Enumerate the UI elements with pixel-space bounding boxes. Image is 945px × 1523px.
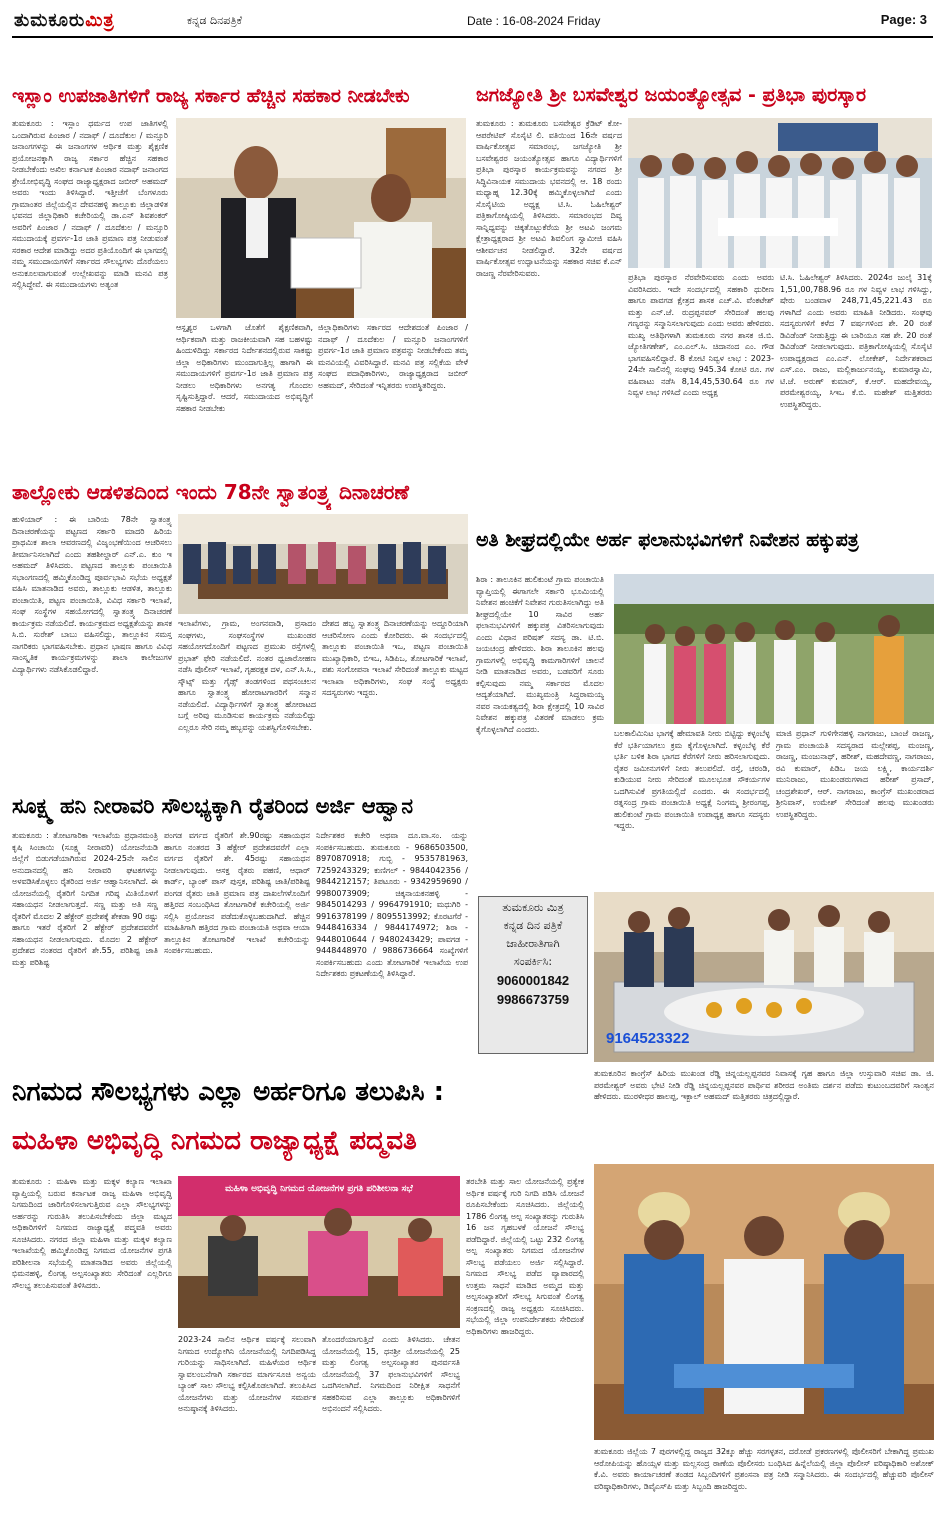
headline-padmavathi: ಮಹಿಳಾ ಅಭಿವೃದ್ಧಿ ನಿಗಮದ ರಾಜ್ಯಾಧ್ಯಕ್ಷೆ ಪದ್ಮವತಿ [12,1126,417,1156]
masthead [12,6,933,38]
photo-phone-number: 9164523322 [606,1030,690,1047]
ad-line4: ಸಂಪರ್ಕಿಸಿ: [513,955,553,968]
article4-col3: ಮಾಜಿ ಪ್ರಧಾನ್ ಗುಳಿಗೇನಹಳ್ಳಿ ನಾಗರಾಜು, ಬಾಂಜೆ ರಾಜಣ್ಣ, ಗ್ರಾಮ ಪಂಚಾಯತಿ ಸದಸ್ಯರಾದ ಮಲ್ಲೇಶಪ್ಪ, ಮಂಜಣ್ಣ, ರಾಜಣ್ಣ, ಮಂಜುನಾಥ್, ಹರೀಶ್, ಮಹದೇವಣ್ಣ, ನಾಗರಾಜು, ರವಿ ಕುಮಾರ್, ಪಿಡಿಒ ಜಯ ಲಕ್ಷ್ಮಿ, ಕಾರ್ಯದರ್ಶಿ ಮುನಿರಾಜು, ಮುಖಂಡರುಗಳಾದ ಹರೀಶ್ ಪ್ರಸಾದ್, ಚಂದ್ರಶೇಖರ್, ಆರ್. ನಾಗರಾಜು, ಕಾಂಗ್ರೆಸ್ ಮುಖಂಡರಾದ ಶ್ರೀನಿವಾಸ್, ಉಮೇಶ್ ಸೇರಿದಂತೆ ಹಲವು ಮುಖಂಡರು ಉಪಸ್ಥಿತರಿದ್ದರು. [776,729,934,819]
article3-col3: ದೇಶದ ಹಬ್ಬ ಸ್ವಾತಂತ್ರ್ಯ ದಿನಾಚರಣೆಯನ್ನು ಅದ್ದೂರಿಯಾಗಿ ಆಚರಿಸೋಣ ಎಂದು ಕೋರಿದರು. ಈ ಸಂದರ್ಭದಲ್ಲಿ ತಾಲ್ಲೂಕು ಪಂಚಾಯಿತಿ ಇಒ, ಪಟ್ಟಣ ಪಂಚಾಯಿತಿ ಮುಖ್ಯಾಧಿಕಾರಿ, ಬಿಇಒ, ಸಿಡಿಪಿಒ, ತೋಟಗಾರಿಕೆ ಇಲಾಖೆ, ಪಶು ಸಂಗೋಪನಾ ಇಲಾಖೆ ಸೇರಿದಂತೆ ತಾಲ್ಲೂಕು ಮಟ್ಟದ ಇಲಾಖಾ ಅಧಿಕಾರಿಗಳು, ಸಂಘ ಸಂಸ್ಥೆ ಅಧ್ಯಕ್ಷರು ಸದಸ್ಯರುಗಳು ಇದ್ದರು. [322,619,468,697]
ad-line1: ತುಮಕೂರು ಮಿತ್ರ [502,901,564,914]
article6-col1: ತುಮಕೂರು : ಮಹಿಳಾ ಮತ್ತು ಮಕ್ಕಳ ಕಲ್ಯಾಣ ಇಲಾಖಾ ವ್ಯಾಪ್ತಿಯಲ್ಲಿ ಬರುವ ಕರ್ನಾಟಕ ರಾಜ್ಯ ಮಹಿಳಾ ಅಭಿವೃದ್ಧಿ ನಿಗಮದಿಂದ ಜಾರಿಗೊಳಿಸಲಾಗುತ್ತಿರುವ ಎಲ್ಲಾ ಸೌಲಭ್ಯಗಳನ್ನು ಅರ್ಹರನ್ನು ಗುರುತಿಸಿ ತಲುಪಿಸಬೇಕೆಂದು ಜಿಲ್ಲಾ ಮಟ್ಟದ ಅಧಿಕಾರಿಗಳಿಗೆ ನಿಗಮದ ರಾಜ್ಯಾಧ್ಯಕ್ಷೆ ಪದ್ಮವತಿ ಅವರು ಸೂಚಿಸಿದರು. ನಗರದ ಜಿಲ್ಲಾ ಮಹಿಳಾ ಮತ್ತು ಮಕ್ಕಳ ಕಲ್ಯಾಣ ಇಲಾಖೆಯಲ್ಲಿ ಹಮ್ಮಿಕೊಂಡಿದ್ದ ನಿಗಮದ ಯೋಜನೆಗಳ ಪ್ರಗತಿ ಪರಿಶೀಲನಾ ಸಭೆಯಲ್ಲಿ ಮಾತನಾಡಿದ ಅವರು ಜಿಲ್ಲೆಯಲ್ಲಿ ಭಿಮನಹಳ್ಳಿ, ಲಿಂಗತ್ವ ಅಲ್ಪಸಂಖ್ಯಾತರು ಸೇರಿದಂತೆ ಎಲ್ಲರಿಗೂ ಸೌಲಭ್ಯ ತಲುಪಿಸುವಂತೆ ತಿಳಿಸಿದರು. [12,1177,172,1290]
article1-col1: ತುಮಕೂರು : ಇಸ್ಲಾಂ ಧರ್ಮದ ಉಪ ಜಾತಿಗಳಲ್ಲಿ ಒಂದಾಗಿರುವ ಪಿಂಜಾರ / ನದಾಫ್ / ದೂದೆಕುಲ / ಮನ್ಸೂರಿ ಜನಾಂಗಗಳನ್ನು ಈ ಜನಾಂಗಗಳ ಆರ್ಥಿಕ ಮತ್ತು ಶೈಕ್ಷಣಿಕ ಪ್ರಯೋಜನಕ್ಕಾಗಿ ರಾಜ್ಯ ಸರ್ಕಾರ ಹೆಚ್ಚಿನ ಸಹಕಾರ ನೀಡಬೇಕೆಂದು ಅಖಿಲ ಕರ್ನಾಟಕ ಪಿಂಜಾರ ನದಾಫ್ ಜನಾಂಗದ ಶ್ರೇಯೋಭಿವೃದ್ಧಿ ಸಂಘದ ರಾಜ್ಯಾಧ್ಯಕ್ಷರಾದ ಜಬೀರ್ ಅಹಮದ್ ಅವರು ಇಂದು ತಿಳಿಸಿದ್ದಾರೆ. ಇತ್ತೀಚೆಗೆ ಬೆಂಗಳೂರು ಗ್ರಾಮಾಂತರ ಜಿಲ್ಲೆಯಲ್ಲಿನ ದೇವನಹಳ್ಳಿ ತಾಲ್ಲೂಕು ಜಿಲ್ಲಾಡಳಿತ ಭವನದ ಜಿಲ್ಲಾಧಿಕಾರಿ ಕಚೇರಿಯಲ್ಲಿ ಡಾ.ಎನ್ ಶಿವಶಂಕರ್ ಅವರಿಗೆ ಪಿಂಜಾರ / ನದಾಫ್ / ದೂದೆಕುಲ / ಮನ್ಸೂರಿ ಸಮುದಾಯಕ್ಕೆ ಪ್ರವರ್ಗ-1ರ ಜಾತಿ ಪ್ರಮಾಣ ಪತ್ರ ನೀಡುವಂತೆ ಸರಕಾರ ಆದೇಶ ಮಾಡಿದ್ದು ಅದರ ಪ್ರತಿಯೊಂದಿಗೆ ಈ ಭಾಗದಲ್ಲಿ ನಮ್ಮ ಸಮುದಾಯಗಳಿಗೆ ಸರ್ಕಾರದ ಸೌಲಭ್ಯಗಳು ದೊರೆಯಲು ಅನುಕೂಲವಾಗುವಂತೆ ಉಲ್ಲೇಖವನ್ನು ಮಾಡಿ ಮನವಿ ಪತ್ರ ಸಲ್ಲಿಸಿದ್ದೇವೆ. ಈ ಸಮುದಾಯಗಳು ಅತ್ಯಂತ [12,119,168,289]
article3-photo [178,514,468,614]
ad-phone2: 9986673759 [496,992,570,1007]
article2-col1: ತುಮಕೂರು : ತುಮಕೂರು ಬಸವೇಶ್ವರ ಕ್ರೆಡಿಟ್ ಕೋ-ಆಪರೇಟಿವ್ ಸೊಸೈಟಿ ಲಿ. ವತಿಯಿಂದ 16ನೇ ವರ್ಷದ ವಾರ್ಷಿಕೋತ್ಸವ ಸಮಾರಂಭ, ಜಗಜ್ಯೋತಿ ಶ್ರೀ ಬಸವೇಶ್ವರರ ಜಯಂತ್ಯೋತ್ಸವ ಹಾಗೂ ವಿದ್ಯಾರ್ಥಿಗಳಿಗೆ ಪ್ರತಿಭಾ ಪುರಸ್ಕಾರ ಕಾರ್ಯಕ್ರಮವನ್ನು ನಗರದ ಶ್ರೀ ಸಿದ್ಧಿವಿನಾಯಕ ಸಮುದಾಯ ಭವನದಲ್ಲಿ ಆ. 18 ರಂದು ಮಧ್ಯಾಹ್ನ 12.30ಕ್ಕೆ ಹಮ್ಮಿಕೊಳ್ಳಲಾಗಿದೆ ಎಂದು ಸೊಸೈಟಿಯ ಅಧ್ಯಕ್ಷ ಟಿ.ಸಿ. ಓಹಿಲೇಶ್ವರ್ ಪತ್ರಿಕಾಗೋಷ್ಠಿಯಲ್ಲಿ ತಿಳಿಸಿದರು. ಸಮಾರಂಭದ ದಿವ್ಯ ಸಾನ್ನಿಧ್ಯವನ್ನು ಚಿಕ್ಕತೊಟ್ಲುಕೆರೆಯ ಶ್ರೀ ಅಟವಿ ಜಂಗಮ ಕ್ಷೇತ್ರಾಧ್ಯಕ್ಷರಾದ ಶ್ರೀ ಅಟವಿ ಶಿವಲಿಂಗ ಸ್ವಾಮೀಜಿ ವಹಿಸಿ ಆಶೀರ್ವಚನ ನೀಡಲಿದ್ದಾರೆ. 32ನೇ ವರ್ಷದ ವಾರ್ಷಿಕೋತ್ಸವ ಉದ್ಘಾಟನೆಯನ್ನು ಸಹಕಾರ ಸಚಿವ ಕೆ.ಎನ್ ರಾಜಣ್ಣ ನೆರವೇರಿಸುವರು. [476,119,622,278]
issue-date: Date : 16-08-2024 Friday [467,14,601,28]
meeting-banner-text: ಮಹಿಳಾ ಅಭಿವೃದ್ಧಿ ನಿಗಮದ ಯೋಜನೆಗಳ ಪ್ರಗತಿ ಪರಿಶೀಲನಾ ಸಭೆ [225,1184,413,1194]
article6-col3: ತರಬೇತಿ ಮತ್ತು ಸಾಲ ಯೋಜನೆಯಲ್ಲಿ ಪ್ರತ್ಯೇಕ ಅರ್ಥಿಕ ವರ್ಷಕ್ಕೆ ಗುರಿ ನಿಗದಿ ಪಡಿಸಿ ಯೋಜನೆ ರೂಪಿಸಬೇಕೆಂದು ಸೂಚಿಸಿದರು. ಜಿಲ್ಲೆಯಲ್ಲಿ 1786 ಲಿಂಗತ್ವ ಅಲ್ಪ ಸಂಖ್ಯಾತರನ್ನು ಗುರುತಿಸಿ 16 ಜನ ಗೃಹಬಳಕೆ ಯೋಜನೆ ಸೌಲಭ್ಯ ಪಡೆದಿದ್ದಾರೆ. ಜಿಲ್ಲೆಯಲ್ಲಿ ಒಟ್ಟು 232 ಲಿಂಗತ್ವ ಅಲ್ಪ ಸಂಖ್ಯಾತರು ನಿಗಮದ ಯೋಜನೆಗಳ ಸೌಲಭ್ಯ ಪಡೆಯಲು ಅರ್ಜಿ ಸಲ್ಲಿಸಿದ್ದಾರೆ. ನಿಗಮದ ಸೌಲಭ್ಯ ಪಡೆದ ವ್ಯಾಪಾರದಲ್ಲಿ ಉತ್ತಮ ಸಾಧನೆ ಮಾಡಿದ ಅಮ್ಮದ ಮತ್ತು ಅಲ್ಪಸಂಖ್ಯಾತರಿಗೆ ಸೌಲಭ್ಯ ಸಿಗುವಂತೆ ಲಿಂಗತ್ವ ಸಂಕ್ರಣದಲ್ಲಿ ರಾಜ್ಯ ಅಧ್ಯಕ್ಷರು ಸೂಚಿಸಿದರು. ಸಭೆಯಲ್ಲಿ ಜಿಲ್ಲಾ ಉಪನಿರ್ದೇಶಕರು ಸೇರಿದಂತೆ ಅಧಿಕಾರಿಗಳು ಹಾಜರಿದ್ದರು. [466,1177,584,1336]
article8-photo [594,1164,934,1440]
headline-basaveshwara-jayanti: ಜಗಜ್ಯೋತಿ ಶ್ರೀ ಬಸವೇಶ್ವರ ಜಯಂತ್ಯೋತ್ಸವ - ಪ್ರತಿಭಾ ಪುರಸ್ಕಾರ [476,84,867,106]
headline-independence-day: ತಾಲ್ಲೋಕು ಆಡಳಿತದಿಂದ ಇಂದು 78ನೇ ಸ್ವಾತಂತ್ರ್ಯ ದಿನಾಚರಣೆ [12,480,409,504]
article8-caption: ತುಮಕೂರು ಜಿಲ್ಲೆಯ 7 ಪುರಗಳಲ್ಲಿದ್ದ ರಾಜ್ಯದ 32ಕ್ಕೂ ಹೆಚ್ಚು ಸರಗಳ್ಳತನ, ದರೋಡೆ ಪ್ರಕರಣಗಳಲ್ಲಿ ಪೊಲೀಸರಿಗೆ ಬೇಕಾಗಿದ್ದ ಪ್ರಮುಖ ಆರೋಪಿಯನ್ನು ಹೊಯ್ಸಳ ಮತ್ತು ಮಲ್ಲಸಂದ್ರ ಠಾಣೆಯ ಪೊಲೀಸರು ಬಂಧಿಸಿದ ಹಿನ್ನೆಲೆಯಲ್ಲಿ ಜಿಲ್ಲಾ ಪೊಲೀಸ್ ವರಿಷ್ಠಾಧಿಕಾರಿ ಅಶೋಕ್ ಕೆ.ವಿ. ಅವರು ಕಾರ್ಯಾಚರಣೆ ತಂಡದ ಸಿಬ್ಬಂದಿಗಳಿಗೆ ಪ್ರಶಂಸನಾ ಪತ್ರ ನೀಡಿ ಸನ್ಮಾನಿಸಿದರು. ಈ ಸಂದರ್ಭದಲ್ಲಿ ಹೆಚ್ಚುವರಿ ಪೊಲೀಸ್ ವರಿಷ್ಠಾಧಿಕಾರಿಗಳು, ಡಿವೈಎಸ್‌ಪಿ ಮತ್ತು ಸಿಬ್ಬಂದಿ ಹಾಜರಿದ್ದರು. [594,1447,934,1491]
headline-islam-subcastes: ಇಸ್ಲಾಂ ಉಪಜಾತಿಗಳಿಗೆ ರಾಜ್ಯ ಸರ್ಕಾರ ಹೆಚ್ಚಿನ ಸಹಕಾರ ನೀಡಬೇಕು [12,85,410,107]
article7-caption: ತುಮಕೂರಿನ ಕಾಂಗ್ರೆಸ್ ಹಿರಿಯ ಮುಖಂಡ ರೆಡ್ಡಿ ಚಿನ್ನಯಲ್ಲಪ್ಪನವರ ನಿವಾಸಕ್ಕೆ ಗೃಹ ಹಾಗೂ ಜಿಲ್ಲಾ ಉಸ್ತುವಾರಿ ಸಚಿವ ಡಾ. ಜಿ. ಪರಮೇಶ್ವರ್ ಅವರು ಭೇಟಿ ನೀಡಿ ರೆಡ್ಡಿ ಚಿನ್ನಯಲ್ಲಪ್ಪನವರ ಪಾರ್ಥಿವ ಶರೀರದ ಅಂತಿಮ ದರ್ಶನ ಪಡೆದು ಕುಟುಂಬದವರಿಗೆ ಸಾಂತ್ವನ ಹೇಳಿದರು. ಮುರಳೀಧರ ಹಾಲಪ್ಪ, ಇಕ್ಬಾಲ್ ಅಹಮದ್ ಮತ್ತಿತರರು ಚಿತ್ರದಲ್ಲಿದ್ದಾರೆ. [594,1069,934,1101]
headline-site-rights: ಅತಿ ಶೀಘ್ರದಲ್ಲಿಯೇ ಅರ್ಹ ಫಲಾನುಭವಿಗಳಿಗೆ ನಿವೇಶನ ಹಕ್ಕುಪತ್ರ [476,529,859,551]
headline-corporation-benefits: ನಿಗಮದ ಸೌಲಭ್ಯಗಳು ಎಲ್ಲಾ ಅರ್ಹರಿಗೂ ತಲುಪಿಸಿ : [12,1077,445,1107]
headline-drip-irrigation: ಸೂಕ್ಷ್ಮ ಹನಿ ನೀರಾವರಿ ಸೌಲಭ್ಯಕ್ಕಾಗಿ ರೈತರಿಂದ ಅರ್ಜಿ ಆಹ್ವಾನ [12,794,414,818]
article6-col2a: 2023-24 ಸಾಲಿನ ಆರ್ಥಿಕ ವರ್ಷಕ್ಕೆ ಸಲುವಾಗಿ ನಿಗಮದ ಉದ್ಯೋಗಿನಿ ಯೋಜನೆಯಲ್ಲಿ ನಿಗದಿಪಡಿಸಿದ್ದ ಗುರಿಯನ್ನು ಸಾಧಿಸಲಾಗಿದೆ. ಮಹಿಳೆಯರ ಆರ್ಥಿಕ ಸ್ವಾವಲಂಬನೆಗಾಗಿ ಸರ್ಕಾರದ ಮಾರ್ಗಸೂಚಿ ಅನ್ವಯ ಬ್ಯಾಂಕ್ ಸಾಲ ಸೌಲಭ್ಯ ಕಲ್ಪಿಸಿಕೊಡಲಾಗಿದೆ. ತಲುಪಿಸಿದ ಯೋಜನೆಗಳು ಮತ್ತು ಯೋಜನೆಗಳ ಸಮರ್ಪಕ ಅನುಷ್ಠಾನಕ್ಕೆ ತಿಳಿಸಿದರು. [178,1335,316,1413]
article4-photo [614,574,934,724]
article5-col3: ನಿರ್ದೇಶಕರ ಕಚೇರಿ ಅಥವಾ ದೂ.ವಾ.ಸಂ. ಯನ್ನು ಸಂಪರ್ಕಿಸಬಹುದು. ತುಮಕೂರು - 9686503500, 8970870918; ಗುಬ್ಬಿ - 9535781963, 7259243329; ಕುಣಿಗಲ್ - 9844042356 / 9844212157; ತಿಪಟೂರು - 9342959690 / 9980073909; ಚಿಕ್ಕನಾಯಕನಹಳ್ಳಿ - 9845014293 / 9964791910; ಮಧುಗಿರಿ - 9916378199 / 8095513992; ಕೊರಟಗೆರೆ - 9448416334 / 9844174972; ಶಿರಾ - 9448010644 / 9480243429; ಪಾವಗಡ - 9448448970 / 9886736664 ಸಂಖ್ಯೆಗಳಿಗೆ ಸಂಪರ್ಕಿಸಬಹುದು ಎಂದು ತೋಟಗಾರಿಕೆ ಇಲಾಖೆಯ ಉಪ ನಿರ್ದೇಶಕರು ಪ್ರಕಟಣೆಯಲ್ಲಿ ತಿಳಿಸಿದ್ದಾರೆ. [316,831,468,978]
brand-tumakuru: ತುಮಕೂರು [14,10,86,31]
page-number: Page: 3 [880,12,927,27]
article1-col2: ಆಸ್ಪೃಶ್ಯರ ಒಳಗಾಗಿ ಜೊತೆಗೆ ಶೈಕ್ಷಣಿಕವಾಗಿ, ಆರ್ಥಿಕವಾಗಿ ಮತ್ತು ರಾಜಕೀಯವಾಗಿ ಸಹ ಬಹಳಷ್ಟು ಹಿಂದುಳಿದಿದ್ದು ಸರ್ಕಾರದ ನಿರ್ದೇಶನದಲ್ಲಿರುವ ಸಾಕಷ್ಟು ಜಿಲ್ಲಾ ಅಧಿಕಾರಿಗಳು ಮುಂದಾಗುತ್ತಿಲ್ಲ ಹಾಗಾಗಿ ಈ ಸಮುದಾಯಗಳಿಗೆ ಪ್ರವರ್ಗ-1ರ ಜಾತಿ ಪ್ರಮಾಣ ಪತ್ರ ನೀಡಲು ಅಧಿಕಾರಿಗಳು ಅನಗತ್ಯ ಗೊಂದಲ ಸೃಷ್ಟಿಸುತ್ತಿದ್ದಾರೆ. ಆದರೆ, ಸಮುದಾಯದ ಅಭಿವೃದ್ಧಿಗೆ ಸಹಕಾರ ನೀಡಬೇಕು [176,323,313,413]
ad-line3: ಜಾಹೀರಾತಿಗಾಗಿ [506,937,560,950]
article4-col2: ಬಲಕಾಲಿಮಿನಿಟ ಭಾಗಕ್ಕೆ ಹೇಮಾವತಿ ನೀರು ಬಿಟ್ಟಿದ್ದು ಕಳ್ಳಂಬೆಳ್ಳ ಕೆರೆ ಭರ್ತಿಯಾಗಲು ಕ್ರಮ ಕೈಗೊಳ್ಳಲಾಗಿದೆ. ಕಳ್ಳಂಬೆಳ್ಳ ಕೆರೆ ಭರ್ತಿ ಬಳಿಕ ಶಿರಾ ಭಾಗದ ಕೆರೆಗಳಿಗೆ ನೀರು ಹರಿಸಲಾಗುವುದು. ರೈತರ ಜಮೀನುಗಳಿಗೆ ನೀರು ತಲುಪಲಿದೆ. ರಸ್ತೆ, ಚರಂಡಿ, ಕುಡಿಯುವ ನೀರು ಸೇರಿದಂತೆ ಮೂಲಭೂತ ಸೌಕರ್ಯಗಳ ಒದಗಿಸುವಿಕೆ ಪ್ರಗತಿಯಲ್ಲಿದೆ ಎಂದರು. ಈ ಸಂದರ್ಭದಲ್ಲಿ ರತ್ನಸಂದ್ರ ಗ್ರಾಮ ಪಂಚಾಯಿತಿ ಅಧ್ಯಕ್ಷೆ ನಿಂಗಮ್ಮ ಶ್ರೀರಂಗಪ್ಪ, ಹುಲಿಕುಂಟೆ ಗ್ರಾಮ ಪಂಚಾಯಿತಿ ಉಪಾಧ್ಯಕ್ಷ ಹಾಗೂ ಸದಸ್ಯರು ಇದ್ದರು. [614,729,770,830]
article5-col1: ತುಮಕೂರು : ತೋಟಗಾರಿಕಾ ಇಲಾಖೆಯ ಪ್ರಧಾನಮಂತ್ರಿ ಕೃಷಿ ಸಿಂಚಾಯಿ (ಸೂಕ್ಷ್ಮ ನೀರಾವರಿ) ಯೋಜನೆಯಡಿ ಜಿಲ್ಲೆಗೆ ಬಿಡುಗಡೆಯಾಗಿರುವ 2024-25ನೇ ಸಾಲಿನ ಅನುದಾನದಲ್ಲಿ ಹನಿ ನೀರಾವರಿ ಘಟಕಗಳನ್ನು ಅಳವಡಿಸಿಕೊಳ್ಳಲು ರೈತರಿಂದ ಅರ್ಜಿ ಆಹ್ವಾನಿಸಲಾಗಿದೆ. ಈ ಯೋಜನೆಯಲ್ಲಿ ರೈತರಿಗೆ ನಿಗದಿತ ಗರಿಷ್ಠ ಮಿತಿಯೊಳಗೆ ಸಹಾಯಧನ ನೀಡಲಾಗುತ್ತದೆ. ಸಣ್ಣ ಮತ್ತು ಅತಿ ಸಣ್ಣ ರೈತರಿಗೆ ಮೊದಲ 2 ಹೆಕ್ಟೇರ್ ಪ್ರದೇಶಕ್ಕೆ ಶೇಕಡಾ 90 ರಷ್ಟು ಹಾಗೂ ಇತರೆ ರೈತರಿಗೆ 2 ಹೆಕ್ಟೇರ್ ಪ್ರದೇಶದವರೆಗೆ ಸಹಾಯಧನ ನೀಡಲಾಗುವುದು. ಮೊದಲ 2 ಹೆಕ್ಟೇರ್ ಪ್ರದೇಶದ ನಂತರದ ರೈತರಿಗೆ ಶೇ.55, ಪರಿಶಿಷ್ಟ ಜಾತಿ ಮತ್ತು ಪರಿಶಿಷ್ಟ [12,831,158,967]
ad-line2: ಕನ್ನಡ ದಿನ ಪತ್ರಿಕೆ [503,919,563,932]
article1-photo [176,118,466,318]
article2-col2: ಪ್ರತಿಭಾ ಪುರಸ್ಕಾರ ನೆರವೇರಿಸುವರು ಎಂದು ಅವರು ವಿವರಿಸಿದರು. ಇದೇ ಸಂದರ್ಭದಲ್ಲಿ ಸಹಕಾರಿ ಧುರೀಣ ಹಾಗೂ ಪಾವಗಡ ಕ್ಷೇತ್ರದ ಶಾಸಕ ಎಚ್.ವಿ. ವೆಂಕಟೇಶ್ ಮತ್ತು ಎನ್.ಜೆ. ರುದ್ರಪ್ಪನವರ್ ಸೇರಿದಂತೆ ಹಲವು ಗಣ್ಯರನ್ನು ಸನ್ಮಾನಿಸಲಾಗುವುದು ಎಂದು ಅವರು ಹೇಳಿದರು. ಮುಖ್ಯ ಅತಿಥಿಗಳಾಗಿ ತುಮಕೂರು ನಗರ ಶಾಸಕ ಜಿ.ಬಿ. ಜ್ಯೋತಿಗಣೇಶ್, ಎಂ.ಎಲ್.ಸಿ. ಚಿದಾನಂದ ಎಂ. ಗೌಡ ಭಾಗವಹಿಸಲಿದ್ದಾರೆ. 8 ಕೋಟಿ ನಿವ್ವಳ ಲಾಭ : 2023-24ನೇ ಸಾಲಿನಲ್ಲಿ ಸಂಘವು 945.34 ಕೋಟಿ ರೂ. ಗಳ ವಹಿವಾಟು ನಡೆಸಿ 8,14,45,530.64 ರೂ ಗಳ ನಿವ್ವಳ ಲಾಭ ಗಳಿಸಿದೆ ಎಂದು ಅಧ್ಯಕ್ಷ [628,273,774,397]
ad-phone1: 9060001842 [496,973,570,988]
newspaper-brand [14,10,115,31]
article3-col2: ಇಲಾಖೆಗಳು, ಗ್ರಾಮ, ಅಂಗನವಾಡಿ, ಪ್ರಸಾದಂ ಸಂಘಗಳು, ಸಂಘಸಂಸ್ಥೆಗಳ ಮುಖಂಡರ ಸಹಯೋಗದೊಂದಿಗೆ ಪಟ್ಟಣದ ಪ್ರಮುಖ ರಸ್ತೆಗಳಲ್ಲಿ ಪ್ರಭಾತ್ ಫೇರಿ ನಡೆಯಲಿದೆ. ನಂತರ ಧ್ವಜಾರೋಹಣ ನಡೆಸಿ ಪೊಲೀಸ್ ಇಲಾಖೆ, ಗೃಹರಕ್ಷಕ ದಳ, ಎನ್.ಸಿ.ಸಿ., ಸ್ಕೌಟ್ಸ್ ಮತ್ತು ಗೈಡ್ಸ್ ತಂಡಗಳಿಂದ ಪಥಸಂಚಲನ ಹಾಗೂ ಸ್ವಾತಂತ್ರ್ಯ ಹೋರಾಟಗಾರರಿಗೆ ಸನ್ಮಾನ ನಡೆಯಲಿದೆ. ವಿದ್ಯಾರ್ಥಿಗಳಿಗೆ ಸ್ವಾತಂತ್ರ್ಯ ಹೋರಾಟದ ಬಗ್ಗೆ ಅರಿವು ಮೂಡಿಸುವ ಕಾರ್ಯಕ್ರಮ ನಡೆಯಲಿದ್ದು ಎಲ್ಲರೂ ಸೇರಿ ನಮ್ಮ ಹಬ್ಬವನ್ನು ಯಶಸ್ವಿಗೊಳಿಸಬೇಕು. [178,619,316,732]
article2-photo [628,118,932,268]
advertisement-box [478,896,588,1054]
article4-col1: ಶಿರಾ : ತಾಲೂಕಿನ ಹುಲಿಕುಂಟೆ ಗ್ರಾಮ ಪಂಚಾಯಿತಿ ವ್ಯಾಪ್ತಿಯಲ್ಲಿ ಈಗಾಗಲೇ ಸರ್ಕಾರಿ ಭೂಮಿಯಲ್ಲಿ ನಿವೇಶನ ಹಂಚಿಕೆಗೆ ನಿವೇಶನ ಗುರುತಿಸಲಾಗಿದ್ದು ಅತಿ ಶೀಘ್ರದಲ್ಲಿಯೇ 10 ಸಾವಿರ ಅರ್ಹ ಫಲಾನುಭವಿಗಳಿಗೆ ಹಕ್ಕುಪತ್ರ ವಿತರಿಸಲಾಗುವುದು ಎಂದು ವಿಧಾನ ಪರಿಷತ್ ಸದಸ್ಯ ಡಾ. ಟಿ.ಬಿ. ಜಯಚಂದ್ರ ಹೇಳಿದರು. ಶಿರಾ ತಾಲೂಕಿನ ಹಲವು ಗ್ರಾಮಗಳಲ್ಲಿ ಅಭಿವೃದ್ಧಿ ಕಾಮಗಾರಿಗಳಿಗೆ ಚಾಲನೆ ನೀಡಿ ಮಾತನಾಡಿದ ಅವರು, ಬಡವರಿಗೆ ಸೂರು ಕಲ್ಪಿಸುವುದು ನಮ್ಮ ಸರ್ಕಾರದ ಮೊದಲ ಆದ್ಯತೆಯಾಗಿದೆ. ಮುಖ್ಯಮಂತ್ರಿ ಸಿದ್ದರಾಮಯ್ಯ ನವರ ನಾಯಕತ್ವದಲ್ಲಿ ಶಿರಾ ಕ್ಷೇತ್ರದಲ್ಲಿ 10 ಸಾವಿರ ನಿವೇಶನ ಹಕ್ಕುಪತ್ರ ವಿತರಣೆ ಮಾಡಲು ಕ್ರಮ ಕೈಗೊಳ್ಳಲಾಗಿದೆ ಎಂದರು. [476,575,604,734]
article2-col3: ಟಿ.ಸಿ. ಓಹಿಲೇಶ್ವರ್ ತಿಳಿಸಿದರು. 2024ರ ಜುಲೈ 31ಕ್ಕೆ 1,51,00,788.96 ರೂ ಗಳ ನಿವ್ವಳ ಲಾಭ ಗಳಿಸಿದ್ದು, ಷೇರು ಬಂಡವಾಳ 248,71,45,221.43 ರೂ ಗಳಾಗಿದೆ ಎಂದು ಅವರು ಮಾಹಿತಿ ನೀಡಿದರು. ಸಂಘವು ಸದಸ್ಯರುಗಳಿಗೆ ಕಳೆದ 7 ವರ್ಷಗಳಿಂದ ಶೇ. 20 ರಂತೆ ಡಿವಿಡೆಂಡ್ ನೀಡುತ್ತಿದ್ದು ಈ ಬಾರಿಯೂ ಸಹ ಶೇ. 20 ರಂತೆ ಡಿವಿಡೆಂಡ್ ನೀಡಲಾಗುವುದು. ಪತ್ರಿಕಾಗೋಷ್ಠಿಯಲ್ಲಿ ಸೊಸೈಟಿ ಉಪಾಧ್ಯಕ್ಷರಾದ ಎಂ.ಎನ್. ಲೋಕೇಶ್, ನಿರ್ದೇಶಕರಾದ ಎಸ್.ಎಂ. ರಾಜು, ಮಲ್ಲಿಕಾರ್ಜುನಯ್ಯ, ಕುಮಾರಸ್ವಾಮಿ, ಟಿ.ಜೆ. ಅರುಣ್ ಕುಮಾರ್, ಕೆ.ಆರ್. ಮಹದೇವಯ್ಯ, ಪರಮೇಶ್ವರಯ್ಯ, ಸಿಇಒ ಕೆ.ಬಿ. ಮಹೇಶ್ ಮತ್ತಿತರರು ಉಪಸ್ಥಿತರಿದ್ದರು. [780,273,932,409]
article1-col3: ಜಿಲ್ಲಾಧಿಕಾರಿಗಳು ಸರ್ಕಾರದ ಆದೇಶದಂತೆ ಪಿಂಜಾರ / ನದಾಫ್ / ದೂದೆಕುಲ / ಮನ್ಸೂರಿ ಜನಾಂಗಗಳಿಗೆ ಪ್ರವರ್ಗ-1ರ ಜಾತಿ ಪ್ರಮಾಣ ಪತ್ರವನ್ನು ನೀಡಬೇಕೆಂದು ತಮ್ಮ ಮನವಿಯಲ್ಲಿ ವಿವರಿಸಿದ್ದಾರೆ. ಮನವಿ ಪತ್ರ ಸಲ್ಲಿಕೆಯ ವೇಳೆ ಸಂಘದ ಪದಾಧಿಕಾರಿಗಳು, ರಾಜ್ಯಾಧ್ಯಕ್ಷರಾದ ಜಬೀರ್ ಅಹಮದ್, ಸೇರಿದಂತೆ ಇನ್ನಿತರರು ಉಪಸ್ಥಿತರಿದ್ದರು. [318,323,468,390]
article7-photo [594,892,934,1062]
tagline: ಕನ್ನಡ ದಿನಪತ್ರಿಕೆ [187,14,243,27]
article5-col2: ಪಂಗಡ ವರ್ಗದ ರೈತರಿಗೆ ಶೇ.90ರಷ್ಟು ಸಹಾಯಧನ ಹಾಗೂ ನಂತರದ 3 ಹೆಕ್ಟೇರ್ ಪ್ರದೇಶದವರೆಗೆ ಎಲ್ಲಾ ವರ್ಗದ ರೈತರಿಗೆ ಶೇ. 45ರಷ್ಟು ಸಹಾಯಧನ ನೀಡಲಾಗುವುದು. ಆಸಕ್ತ ರೈತರು ಪಹಣಿ, ಆಧಾರ್ ಕಾರ್ಡ್, ಬ್ಯಾಂಕ್ ಪಾಸ್ ಪುಸ್ತಕ, ಪರಿಶಿಷ್ಟ ಜಾತಿ/ಪರಿಶಿಷ್ಟ ಪಂಗಡ ರೈತರು ಜಾತಿ ಪ್ರಮಾಣ ಪತ್ರ ದಾಖಲೆಗಳೊಂದಿಗೆ ಹತ್ತಿರದ ಸಂಬಂಧಿಸಿದ ತೋಟಗಾರಿಕೆ ಕಚೇರಿಯಲ್ಲಿ ಅರ್ಜಿ ಸಲ್ಲಿಸಿ ಪ್ರಯೋಜನ ಪಡೆದುಕೊಳ್ಳಬಹುದಾಗಿದೆ. ಹೆಚ್ಚಿನ ಮಾಹಿತಿಗಾಗಿ ಹತ್ತಿರದ ಗ್ರಾಮ ಪಂಚಾಯತಿ ಅಥವಾ ಆಯಾ ತಾಲ್ಲೂಕಿನ ತೋಟಗಾರಿಕೆ ಇಲಾಖೆ ಕಚೇರಿಯನ್ನು ಸಂಪರ್ಕಿಸಬಹುದು. [164,831,310,955]
brand-mitra: ಮಿತ್ರ [85,10,115,31]
article6-col2b: ತೊಂದರೆಯಾಗುತ್ತಿದೆ ಎಂದು ತಿಳಿಸಿದರು. ಚೇತನ ಯೋಜನೆಯಲ್ಲಿ 15, ಧನಶ್ರೀ ಯೋಜನೆಯಲ್ಲಿ 25 ಮತ್ತು ಲಿಂಗತ್ವ ಅಲ್ಪಸಂಖ್ಯಾತರ ಪುನರ್ವಸತಿ ಯೋಜನೆಯಲ್ಲಿ 37 ಫಲಾನುಭವಿಗಳಿಗೆ ಸೌಲಭ್ಯ ಒದಗಿಸಲಾಗಿದೆ. ನಿಗಮದಿಂದ ನಿರೀಕ್ಷಿತ ಸಾಧನೆಗೆ ಸಹಕರಿಸುವ ಎಲ್ಲಾ ತಾಲ್ಲೂಕು ಅಧಿಕಾರಿಗಳಿಗೆ ಅಭಿನಂದನೆ ಸಲ್ಲಿಸಿದರು. [322,1335,460,1413]
article3-col1: ಹುಳಿಯಾರ್ : ಈ ಬಾರಿಯ 78ನೇ ಸ್ವಾತಂತ್ರ್ಯ ದಿನಾಚರಣೆಯನ್ನು ಪಟ್ಟಣದ ಸರ್ಕಾರಿ ಮಾದರಿ ಹಿರಿಯ ಪ್ರಾಥಮಿಕ ಶಾಲಾ ಆವರಣದಲ್ಲಿ ವಿಜೃಂಭಣೆಯಿಂದ ಆಚರಿಸಲು ತೀರ್ಮಾನಿಸಲಾಗಿದೆ ಎಂದು ತಹಶೀಲ್ದಾರ್ ಎನ್.ಎ. ಕುಂ ಇ ಅಹಮದ್ ತಿಳಿಸಿದರು. ಪಟ್ಟಣದ ತಾಲ್ಲೂಕು ಪಂಚಾಯಿತಿ ಸಭಾಂಗಣದಲ್ಲಿ ಹಮ್ಮಿಕೊಂಡಿದ್ದ ಪೂರ್ವಭಾವಿ ಸಭೆಯ ಅಧ್ಯಕ್ಷತೆ ವಹಿಸಿ ಮಾತನಾಡಿದ ಅವರು, ತಾಲ್ಲೂಕು ಆಡಳಿತ, ತಾಲ್ಲೂಕು ಪಂಚಾಯಿತಿ, ಪಟ್ಟಣ ಪಂಚಾಯಿತಿ, ವಿವಿಧ ಸರ್ಕಾರಿ ಇಲಾಖೆ, ಸಂಘ ಸಂಸ್ಥೆಗಳ ಸಹಯೋಗದಲ್ಲಿ ಸ್ವಾತಂತ್ರ್ಯ ದಿನಾಚರಣೆ ಕಾರ್ಯಕ್ರಮ ನಡೆಯಲಿದೆ. ಕಾರ್ಯಕ್ರಮದ ಅಧ್ಯಕ್ಷತೆಯನ್ನು ಶಾಸಕ ಸಿ.ಬಿ. ಸುರೇಶ್ ಬಾಬು ವಹಿಸಲಿದ್ದು, ತಾಲ್ಲೂಕಿನ ಸಮಸ್ತ ನಾಗರಿಕರು ಭಾಗವಹಿಸಬೇಕು. ಪ್ರಧಾನ ಭಾಷಣ ಹಾಗೂ ವಿವಿಧ ಸಾಂಸ್ಕೃತಿಕ ಕಾರ್ಯಕ್ರಮಗಳನ್ನು ಶಾಲಾ ಕಾಲೇಜುಗಳ ವಿದ್ಯಾರ್ಥಿಗಳು ನಡೆಸಿಕೊಡಲಿದ್ದಾರೆ. [12,515,172,674]
article6-photo [178,1176,460,1328]
